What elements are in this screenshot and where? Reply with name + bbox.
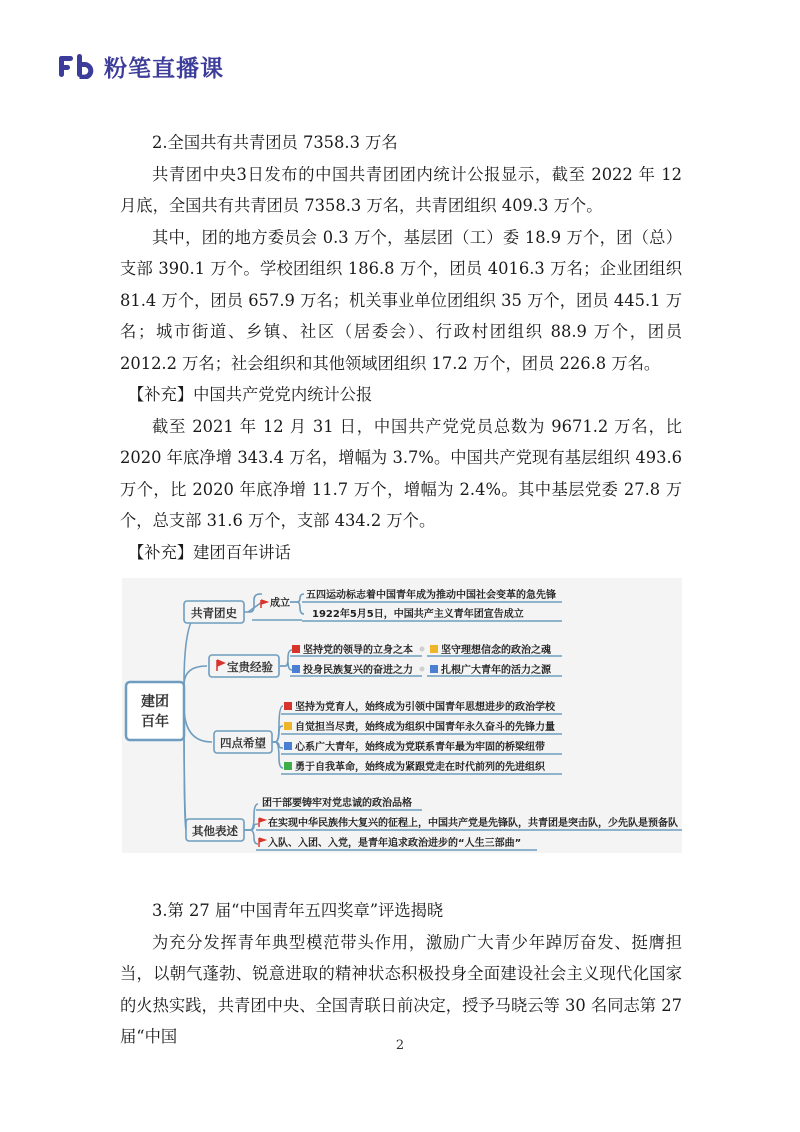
mindmap-jiantuan-bainian [122, 578, 682, 853]
section-2-paragraph-1: 共青团中央3日发布的中国共青团团内统计公报显示，截至 2022 年 12 月底，全国共有共青团员 7358.3 万名，共青团组织 409.3 万个。 [120, 164, 682, 215]
number-badge-3 [292, 665, 300, 673]
section-2 [120, 127, 682, 568]
brand-name: 粉笔直播课 [104, 55, 224, 82]
supplement-2-title: 【补充】建团百年讲话 [128, 542, 291, 562]
brand-logo [58, 50, 224, 82]
section-3 [120, 895, 682, 1053]
flag-icon [259, 838, 265, 847]
mindmap-svg [122, 578, 682, 853]
branch-2-label: 宝贵经验 [227, 660, 273, 674]
fb-logo-icon [58, 53, 98, 79]
dot-icon [420, 647, 425, 652]
branch-3-item-1: 坚持为党育人，始终成为引领中国青年思想进步的政治学校 [295, 702, 555, 713]
number-badge-1 [292, 645, 300, 653]
branch-4-label: 其他表述 [192, 824, 238, 838]
supplement-1-paragraph: 截至 2021 年 12 月 31 日，中国共产党党员总数为 9671.2 万名，比 2020 年底净增 343.4 万名，增幅为 3.7%。中国共产党现有基层组织 493.6 万个，比 2020 年底净增 11.7 万个，增幅为 2.4%。其中基层党委 27.8 万个，总支部 31.6 万个，支部 434.2 万个。 [120, 416, 682, 530]
branch-4-item-3: 入队、入团、入党，是青年追求政治进步的“人生三部曲” [268, 838, 522, 849]
branch-1-item-1: 五四运动标志着中国青年成为推动中国社会变革的急先锋 [306, 590, 556, 601]
page-number: 2 [395, 1038, 405, 1053]
branch-3-label: 四点希望 [220, 736, 266, 750]
branch-1-label: 共青团史 [191, 606, 237, 620]
branch-2-item-3: 投身民族复兴的奋进之力 [303, 665, 413, 676]
supplement-1-title: 【补充】中国共产党党内统计公报 [128, 385, 373, 404]
branch-sidian-xiwang [214, 700, 556, 773]
branch-1-item-2: 1922年5月5日，中国共产主义青年团宣告成立 [312, 609, 524, 620]
flag-icon [261, 600, 267, 608]
branch-baogui-jingyan [209, 643, 552, 677]
section-3-title: 3.第 27 届“中国青年五四奖章”评选揭晓 [152, 901, 444, 920]
branch-3-item-4: 勇于自我革命，始终成为紧跟党走在时代前列的先进组织 [295, 762, 545, 773]
branch-2-item-4: 扎根广大青年的活力之源 [441, 665, 551, 676]
number-badge-2 [430, 645, 438, 653]
center-line-2: 百年 [141, 714, 169, 730]
branch-gongqingtuanshi [184, 588, 556, 623]
branch-qita-biaoshu [186, 796, 678, 849]
branch-3-item-3: 心系广大青年，始终成为党联系青年最为牢固的桥梁纽带 [295, 742, 545, 753]
branch-4-item-2: 在实现中华民族伟大复兴的征程上，中国共产党是先锋队，共青团是突击队，少先队是预备队 [268, 818, 678, 829]
number-badge-4 [284, 762, 292, 770]
number-badge-3 [284, 742, 292, 750]
branch-2-item-2: 坚守理想信念的政治之魂 [441, 645, 551, 656]
branch-4-item-1: 团干部要铸牢对党忠诚的政治品格 [262, 798, 412, 809]
section-2-paragraph-2: 其中，团的地方委员会 0.3 万个，基层团（工）委 18.9 万个，团（总）支部 390.1 万个。学校团组织 186.8 万个，团员 4016.3 万名；企业团组织 81.4 万个，团员 657.9 万名；机关事业单位团组织 35 万个，团员 445.1 万名；城市街道、乡镇、社区（居委会）、行政村团组织 88.9 万个，团员 2012.2 万名；社会组织和其他领域团组织 17.2 万个，团员 226.8 万名。 [120, 227, 682, 373]
mindmap-center-node [126, 682, 184, 740]
center-line-1: 建团 [141, 694, 169, 710]
number-badge-4 [430, 665, 438, 673]
dot-icon [420, 667, 425, 672]
flag-icon [259, 818, 265, 827]
branch-2-item-1: 坚持党的领导的立身之本 [303, 645, 413, 656]
section-3-paragraph: 为充分发挥青年典型模范带头作用，激励广大青少年踔厉奋发、挺膺担当，以朝气蓬勃、锐意进取的精神状态积极投身全面建设社会主义现代化国家的火热实践，共青团中央、全国青联日前决定，授予马晓云等 30 名同志第 27 届“中国 [120, 932, 682, 1046]
branch-3-item-2: 自觉担当尽责，始终成为组织中国青年永久奋斗的先锋力量 [295, 722, 555, 733]
section-2-title: 2.全国共有共青团员 7358.3 万名 [152, 133, 398, 152]
branch-1-sub-label: 成立 [270, 598, 290, 609]
number-badge-2 [284, 722, 292, 730]
number-badge-1 [284, 702, 292, 710]
